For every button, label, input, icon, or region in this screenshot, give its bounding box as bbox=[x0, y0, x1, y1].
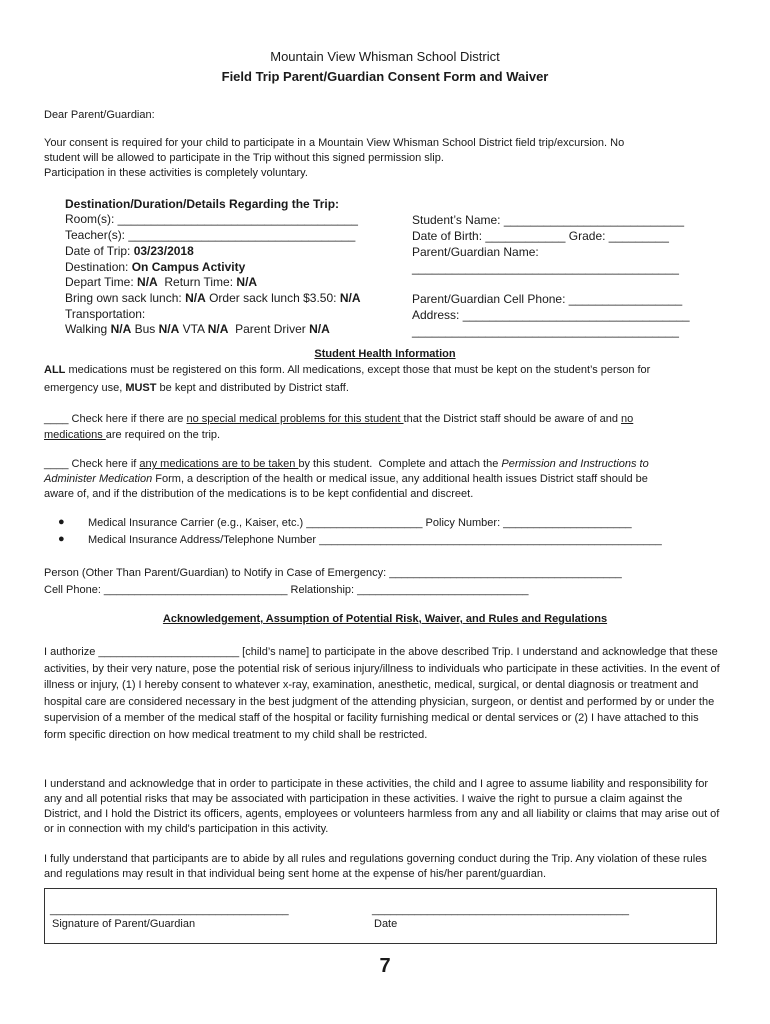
waiver-paragraph-3: I fully understand that participants are to abide by all rules and regulations governing conduct during the Trip. Any violation of these rules and regulations may result in that individual being sent home at the expense of his/her parent/guardian. bbox=[44, 853, 707, 880]
guardian-cell-field[interactable]: Parent/Guardian Cell Phone: _________________ bbox=[412, 292, 683, 306]
page-number: 7 bbox=[379, 955, 391, 977]
no-medical-checkbox[interactable]: ____ Check here if there are no special medical problems for this student that the District staff should be aware of and no bbox=[44, 413, 634, 425]
medications-line-3: aware of, and if the distribution of the medications is to be kept confidential and discreet. bbox=[44, 488, 474, 500]
emergency-cell-field[interactable]: Cell Phone: ______________________________ Relationship: ____________________________ bbox=[44, 584, 529, 596]
health-heading: Student Health Information bbox=[314, 348, 456, 360]
address-field[interactable]: Address: __________________________________ bbox=[412, 308, 690, 322]
room-field[interactable]: Room(s): ____________________________________ bbox=[65, 212, 358, 226]
waiver-paragraph-1: I authorize _______________________ [child’s name] to participate in the above described Trip. I understand and acknowledge that these activities, by their very nature, pose the potential risk of serious injury/illness to individuals who participate in these activities. In the event of illness or injury, (1) I hereby consent to whatever x-ray, examination, anesthetic, medical, surgical, or dental diagnosis or treatment and hospital care are considered necessary in the best judgment of the attending physician, surgeon, or dentist and performed by or under the supervision of a member of the medical staff of the hospital or facility furnishing medical or dental services or (2) I have attached to this form specific direction on how medical treatment to my child shall be restricted. bbox=[44, 646, 720, 741]
waiver-paragraph-2: I understand and acknowledge that in order to participate in these activities, the child and I agree to assume liability and responsibility for any and all potential risks that may be associated with participation in these activities. I waive the right to pursue a claim against the District, and I hold the District its officers, agents, employees or volunteers harmless from any and all liability or claims that may arise out of or in connection with my child's participation in this activity. bbox=[44, 778, 720, 835]
form-title: Field Trip Parent/Guardian Consent Form and Waiver bbox=[221, 69, 549, 84]
meds-line-1: ALL medications must be registered on this form. All medications, except those that must be kept on the student’s person for bbox=[44, 364, 651, 376]
trip-times: Depart Time: N/A Return Time: N/A bbox=[65, 275, 258, 289]
insurance-carrier-field[interactable]: Medical Insurance Carrier (e.g., Kaiser, etc.) ___________________ Policy Number: _____________________ bbox=[88, 517, 632, 529]
intro-line-1: Your consent is required for your child to participate in a Mountain View Whisman School District field trip/excursion. No bbox=[44, 137, 625, 149]
trip-destination: Destination: On Campus Activity bbox=[65, 260, 246, 274]
insurance-address-field[interactable]: Medical Insurance Address/Telephone Number ________________________________________________________ bbox=[88, 534, 662, 546]
medications-checkbox[interactable]: ____ Check here if any medications are to be taken by this student. Complete and attach the Permission and Instructions to bbox=[44, 458, 649, 470]
bullet-icon: ● bbox=[58, 533, 65, 545]
waiver-heading: Acknowledgement, Assumption of Potential Risk, Waiver, and Rules and Regulations bbox=[162, 613, 608, 625]
guardian-name-label: Parent/Guardian Name: bbox=[412, 245, 539, 259]
trip-lunch: Bring own sack lunch: N/A Order sack lunch $3.50: N/A bbox=[65, 291, 361, 305]
signature-label: Signature of Parent/Guardian bbox=[52, 918, 196, 930]
date-line[interactable]: __________________________________________ bbox=[372, 904, 629, 916]
no-medical-line-2: medications are required on the trip. bbox=[44, 429, 221, 441]
medications-line-2: Administer Medication Form, a description of the health or medical issue, any additional health issues District staff should be bbox=[44, 473, 648, 485]
bullet-icon: ● bbox=[58, 516, 65, 528]
guardian-name-field[interactable]: ________________________________________ bbox=[412, 261, 679, 275]
trip-date: Date of Trip: 03/23/2018 bbox=[65, 244, 194, 258]
trip-transport: Transportation: bbox=[65, 307, 146, 321]
address-line-2[interactable]: ________________________________________ bbox=[412, 324, 679, 338]
intro-line-3: Participation in these activities is completely voluntary. bbox=[44, 167, 308, 179]
student-name-field[interactable]: Student’s Name: ___________________________ bbox=[412, 213, 685, 227]
trip-heading: Destination/Duration/Details Regarding the Trip: bbox=[65, 197, 340, 211]
meds-line-2: emergency use, MUST be kept and distributed by District staff. bbox=[44, 382, 349, 394]
teacher-field[interactable]: Teacher(s): __________________________________ bbox=[65, 228, 356, 242]
emergency-contact-field[interactable]: Person (Other Than Parent/Guardian) to Notify in Case of Emergency: ______________________________________ bbox=[44, 567, 622, 579]
district-name: Mountain View Whisman School District bbox=[270, 49, 500, 64]
intro-line-2: student will be allowed to participate in the Trip without this signed permission slip. bbox=[44, 152, 444, 164]
trip-modes: Walking N/A Bus N/A VTA N/A Parent Driver N/A bbox=[65, 322, 330, 336]
greeting: Dear Parent/Guardian: bbox=[44, 109, 155, 121]
dob-grade-field[interactable]: Date of Birth: ____________ Grade: _________ bbox=[412, 229, 669, 243]
date-label: Date bbox=[374, 918, 398, 930]
signature-line[interactable]: _______________________________________ bbox=[50, 904, 289, 916]
